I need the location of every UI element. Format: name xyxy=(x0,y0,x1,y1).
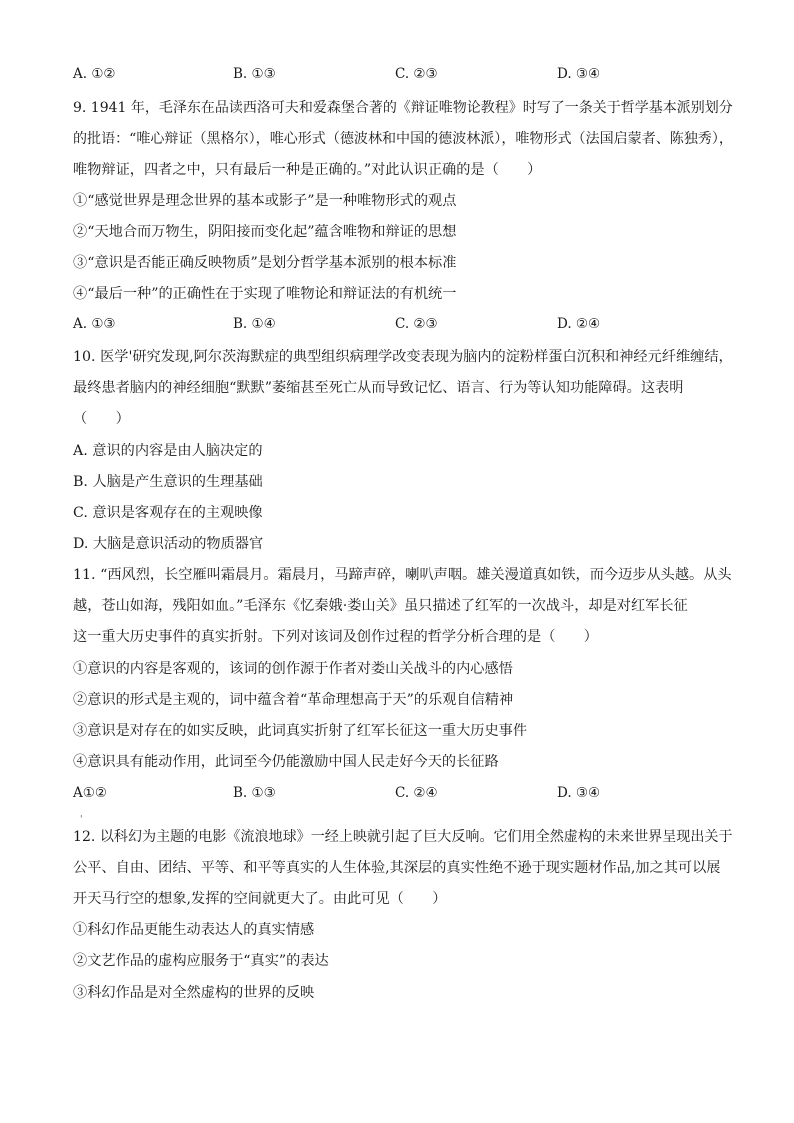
q12-item-1: ①科幻作品更能生动表达人的真实情感 xyxy=(73,922,315,938)
q11-option-b: B. ①③ xyxy=(233,785,276,801)
q12-stem-line-1: 12. 以科幻为主题的电影《流浪地球》一经上映就引起了巨大反响。它们用全然虚构的未来世界呈现出关于 xyxy=(73,829,733,845)
q10-stem-line-2: 最终患者脑内的神经细胞“默默”萎缩甚至死亡从而导致记忆、语言、行为等认知功能障碍。这表明 xyxy=(73,380,684,396)
q11-stem-line-1: 11. “西风烈，长空雁叫霜晨月。霜晨月，马蹄声碎，喇叭声咽。雄关漫道真如铁，而今迈步从头越。从头 xyxy=(73,567,732,583)
q8-option-b: B. ①③ xyxy=(233,66,276,82)
q9-option-b: B. ①④ xyxy=(233,316,276,332)
q9-stem-line-2: 的批语：“唯心辩证（黑格尔），唯心形式（德波林和中国的德波林派），唯物形式（法国启蒙者、陈独秀）， xyxy=(73,131,733,147)
q8-option-c: C. ②③ xyxy=(395,66,438,82)
q9-stem-line-3: 唯物辩证，四者之中，只有最后一种是正确的。”对此认识正确的是（ ） xyxy=(73,162,542,178)
q11-item-3: ③意识是对存在的如实反映，此词真实折射了红军长征这一重大历史事件 xyxy=(73,723,528,739)
q10-option-c: C. 意识是客观存在的主观映像 xyxy=(73,505,263,521)
q8-option-a: A. ①② xyxy=(73,66,116,82)
q8-option-d: D. ③④ xyxy=(557,66,601,82)
stray-mark: ' xyxy=(80,815,83,825)
q11-option-c: C. ②④ xyxy=(395,785,438,801)
q12-item-2: ②文艺作品的虚构应服务于“真实”的表达 xyxy=(73,953,329,969)
q12-stem-line-3: 开天马行空的想象,发挥的空间就更大了。由此可见（ ） xyxy=(73,891,447,907)
q8-options xyxy=(73,66,733,86)
q11-stem-line-3: 这一重大历史事件的真实折射。下列对该词及创作过程的哲学分析合理的是（ ） xyxy=(73,629,598,645)
q9-item-2: ②“天地合而万物生，阴阳接而变化起”蕴含唯物和辩证的思想 xyxy=(73,224,457,240)
q11-item-4: ④意识具有能动作用，此词至今仍能激励中国人民走好今天的长征路 xyxy=(73,754,499,770)
q9-option-c: C. ②③ xyxy=(395,316,438,332)
q11-options xyxy=(73,785,733,805)
q9-option-a: A. ①③ xyxy=(73,316,116,332)
q9-item-4: ④“最后一种”的正确性在于实现了唯物论和辩证法的有机统一 xyxy=(73,286,457,302)
q11-item-1: ①意识的内容是客观的，该词的创作源于作者对娄山关战斗的内心感悟 xyxy=(73,661,513,677)
q9-option-d: D. ②④ xyxy=(557,316,601,332)
q11-stem-line-2: 越，苍山如海，残阳如血。”毛泽东《忆秦娥·娄山关》虽只描述了红军的一次战斗，却是对红军长征 xyxy=(73,598,688,614)
q9-stem-line-1: 9. 1941 年，毛泽东在品读西洛可夫和爱森堡合著的《辩证唯物论教程》时写了一条关于哲学基本派别划分 xyxy=(73,100,733,116)
q11-option-d: D. ③④ xyxy=(557,785,601,801)
q9-item-3: ③“意识是否能正确反映物质”是划分哲学基本派别的根本标准 xyxy=(73,255,457,271)
q10-option-b: B. 人脑是产生意识的生理基础 xyxy=(73,474,263,490)
q12-stem-line-2: 公平、自由、团结、平等、和平等真实的人生体验,其深层的真实性绝不逊于现实题材作品,加之其可以展 xyxy=(73,860,721,876)
q11-option-a: A①② xyxy=(73,785,107,801)
q10-stem-line-3: （ ） xyxy=(73,411,130,427)
q10-stem-line-1: 10. 医学'研究发现,阿尔茨海默症的典型组织病理学改变表现为脑内的淀粉样蛋白沉积和神经元纤维缠结， xyxy=(73,349,733,365)
q9-item-1: ①“感觉世界是理念世界的基本或影子”是一种唯物形式的观点 xyxy=(73,193,457,209)
q9-options xyxy=(73,316,733,336)
q12-item-3: ③科幻作品是对全然虚构的世界的反映 xyxy=(73,985,315,1001)
q11-item-2: ②意识的形式是主观的，词中蕴含着“革命理想高于天”的乐观自信精神 xyxy=(73,692,514,708)
q10-option-d: D. 大脑是意识活动的物质器官 xyxy=(73,536,264,552)
q10-option-a: A. 意识的内容是由人脑决定的 xyxy=(73,443,263,459)
